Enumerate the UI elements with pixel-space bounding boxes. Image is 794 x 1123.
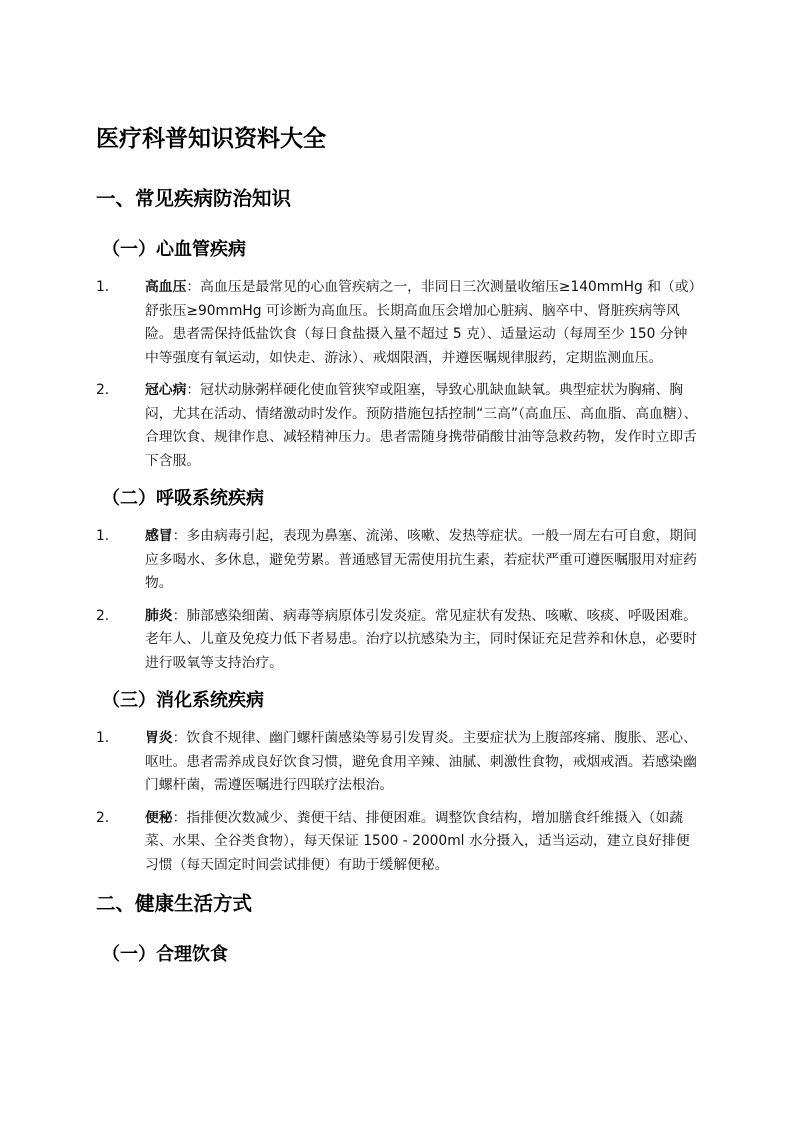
list-number: 1.	[96, 730, 110, 746]
list-item	[96, 276, 698, 370]
list-number: 2.	[96, 809, 110, 826]
document-title: 医疗科普知识资料大全	[96, 126, 326, 152]
term-label: 高血压	[145, 279, 187, 295]
item-text: ：指排便次数减少、粪便干结、排便困难。调整饮食结构，增加膳食纤维摄入（如蔬菜、水果、全谷类食物），每天保证 1500 - 2000ml 水分摄入，适当运动，建立良好排便习惯（每天固定时间尝试排便）有助于缓解便秘。	[145, 809, 690, 873]
section-healthy-lifestyle	[96, 889, 698, 969]
digestive-list	[96, 727, 698, 877]
term-label: 冠心病	[145, 382, 187, 398]
list-item	[96, 605, 698, 676]
list-number: 2.	[96, 382, 110, 398]
list-number: 1.	[96, 528, 110, 544]
section-disease-prevention	[96, 184, 698, 877]
subsection-heading-cardiovascular: （一）心血管疾病	[102, 239, 246, 260]
item-text: ：高血压是最常见的心血管疾病之一，非同日三次测量收缩压≥140mmHg 和（或）舒张压≥90mmHg 可诊断为高血压。长期高血压会增加心脏病、脑卒中、肾脏疾病等风险。患者需保持低盐饮食（每日食盐摄入量不超过 5 克）、适量运动（每周至少 150 分钟中等强度有氧运动，如快走、游泳）、戒烟限酒，并遵医嘱规律服药，定期监测血压。	[145, 279, 696, 366]
term-label: 感冒	[145, 528, 173, 544]
list-number: 2.	[96, 607, 110, 624]
item-text: ：冠状动脉粥样硬化使血管狭窄或阻塞，导致心肌缺血缺氧。典型症状为胸痛、胸闷，尤其在活动、情绪激动时发作。预防措施包括控制“三高”（高血压、高血脂、高血糖）、合理饮食、规律作息、减轻精神压力。患者需随身携带硝酸甘油等急救药物，发作时立即舌下含服。	[145, 382, 698, 469]
section-heading: 二、健康生活方式	[96, 892, 253, 915]
cardiovascular-list	[96, 276, 698, 473]
subsection-heading-digestive: （三）消化系统疾病	[102, 690, 264, 711]
item-text: ：肺部感染细菌、病毒等病原体引发炎症。常见症状有发热、咳嗽、咳痰、呼吸困难。老年人、儿童及免疫力低下者易患。治疗以抗感染为主，同时保证充足营养和休息，必要时进行吸氧等支持治疗。	[145, 607, 697, 671]
subsection-heading-respiratory: （二）呼吸系统疾病	[102, 488, 264, 509]
list-item	[96, 727, 698, 798]
item-text: ：饮食不规律、幽门螺杆菌感染等易引发胃炎。主要症状为上腹部疼痛、腹胀、恶心、呕吐。患者需养成良好饮食习惯，避免食用辛辣、油腻、刺激性食物，戒烟戒酒。若感染幽门螺杆菌，需遵医嘱进行四联疗法根治。	[145, 730, 697, 793]
item-text: ：多由病毒引起，表现为鼻塞、流涕、咳嗽、发热等症状。一般一周左右可自愈，期间应多喝水、多休息，避免劳累。普通感冒无需使用抗生素，若症状严重可遵医嘱服用对症药物。	[145, 528, 697, 591]
list-item	[96, 807, 698, 878]
respiratory-list	[96, 525, 698, 675]
term-label: 胃炎	[145, 730, 173, 746]
term-label: 肺炎	[145, 607, 173, 624]
list-item	[96, 379, 698, 473]
list-item	[96, 525, 698, 596]
subsection-heading-diet: （一）合理饮食	[102, 944, 228, 965]
section-heading: 一、常见疾病防治知识	[96, 187, 292, 210]
list-number: 1.	[96, 279, 110, 295]
term-label: 便秘	[145, 809, 173, 826]
